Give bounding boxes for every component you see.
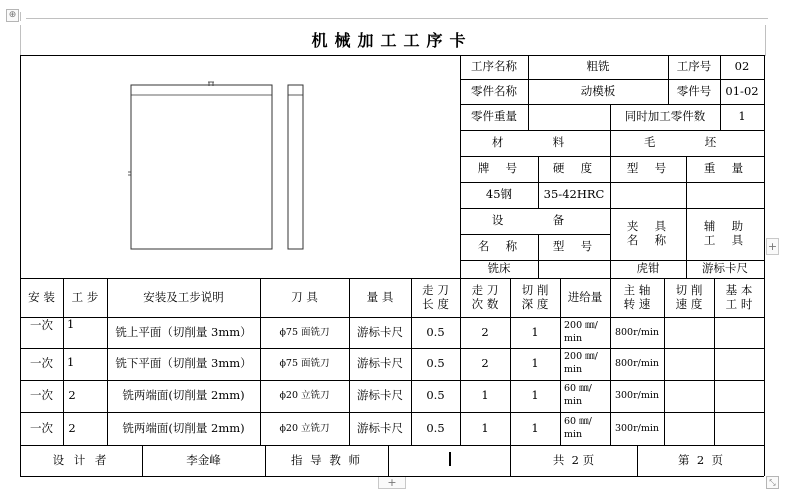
row-description: 铣上平面（切削量 3mm）: [115, 324, 252, 339]
col-header-cutting-speed: 切 削 速 度: [675, 282, 703, 311]
equipment-name-label: 名 称: [477, 239, 521, 254]
col-header-pass-count: 走 刀 次 数: [471, 282, 499, 311]
row-pass-length: 0.5: [426, 356, 445, 371]
col-header-tool: 刀 具: [291, 289, 318, 304]
material-hardness-value: 35-42HRC: [543, 187, 605, 202]
col-header-gauge: 量 具: [366, 289, 394, 304]
material-grade-label: 牌 号: [477, 161, 521, 176]
blank-type-value: [610, 182, 686, 208]
row-step: 1: [67, 317, 75, 331]
process-name-label: 工序名称: [471, 59, 517, 74]
equipment-name-value: 铣床: [487, 261, 511, 276]
blank-header: 毛 坯: [643, 135, 731, 150]
row-description: 铣两端面(切削量 2mm): [122, 388, 245, 403]
row-feed: 60 ㎜/ min: [564, 415, 592, 440]
row-feed: 200 ㎜/ min: [564, 319, 598, 344]
col-header-spindle-speed: 主 轴 转 速: [623, 282, 651, 311]
material-header: 材 料: [491, 135, 579, 150]
row-spindle-speed: 800r/min: [614, 358, 660, 370]
row-gauge: 游标卡尺: [357, 356, 403, 371]
simultaneous-parts-value: 1: [738, 109, 746, 124]
fixture-name-label: 夹 具 名 称: [626, 219, 670, 247]
row-cut-depth: 1: [531, 420, 539, 435]
page-margin-guide-top: [26, 18, 768, 19]
row-install: 一次: [30, 420, 53, 435]
row-spindle-speed: 300r/min: [614, 390, 660, 402]
row-cut-depth: 1: [531, 324, 539, 339]
part-name-label: 零件名称: [471, 83, 517, 98]
row-pass-count: 2: [481, 356, 489, 371]
col-header-cut-depth: 切 削 深 度: [521, 282, 549, 311]
row-spindle-speed: 300r/min: [614, 422, 660, 434]
row-pass-length: 0.5: [426, 420, 445, 435]
row-cutting-speed: [664, 412, 714, 445]
equipment-model-value: [538, 260, 610, 278]
row-pass-count: 2: [481, 324, 489, 339]
blank-type-label: 型 号: [626, 161, 670, 176]
row-step: 2: [68, 388, 76, 403]
row-description: 铣两端面(切削量 2mm): [122, 420, 245, 435]
advisor-label: 指 导 教 师: [291, 452, 362, 467]
text-cursor: [449, 452, 451, 466]
row-cut-depth: 1: [531, 356, 539, 371]
row-install: 一次: [30, 317, 53, 332]
material-hardness-label: 硬 度: [552, 161, 596, 176]
row-feed: 200 ㎜/ min: [564, 351, 598, 375]
row-gauge: 游标卡尺: [357, 420, 403, 435]
row-gauge: 游标卡尺: [357, 388, 403, 403]
row-basic-time: [714, 317, 764, 348]
row-cut-depth: 1: [531, 388, 539, 403]
part-name-value: 动模板: [580, 83, 616, 98]
table-resize-handle[interactable]: ⤡: [766, 476, 779, 489]
col-header-feed: 进给量: [567, 289, 603, 304]
page-number: 第 2 页: [678, 452, 723, 467]
row-install: 一次: [30, 356, 53, 371]
row-pass-count: 1: [481, 388, 489, 403]
row-tool: ϕ20 立铣刀: [279, 422, 330, 434]
designer-label: 设 计 者: [52, 452, 110, 467]
table-move-handle[interactable]: ⊕: [6, 9, 19, 22]
row-tool: ϕ75 面铣刀: [279, 358, 330, 370]
add-column-button[interactable]: +: [767, 240, 778, 253]
page-margin-guide-left: [20, 12, 21, 21]
process-no-value: 02: [734, 59, 750, 74]
row-basic-time: [714, 348, 764, 380]
col-header-basic-time: 基 本 工 时: [725, 282, 753, 311]
blank-weight-label: 重 量: [703, 161, 747, 176]
row-pass-count: 1: [481, 420, 489, 435]
process-no-label: 工序号: [676, 59, 712, 74]
part-no-label: 零件号: [676, 83, 712, 98]
add-row-button[interactable]: +: [378, 476, 406, 489]
front-view-outline: [131, 85, 272, 249]
row-step: 2: [68, 420, 76, 435]
row-cutting-speed: [664, 348, 714, 380]
row-gauge: 游标卡尺: [357, 324, 403, 339]
designer-value: 李金峰: [186, 452, 221, 467]
blank-weight-value: [686, 182, 764, 208]
process-name-value: 粗铣: [586, 59, 610, 74]
row-pass-length: 0.5: [426, 324, 445, 339]
card-title: 机械加工工序卡: [311, 30, 473, 50]
aux-tool-value: 游标卡尺: [702, 261, 748, 276]
row-step: 1: [67, 355, 75, 369]
col-header-step: 工 步: [71, 289, 99, 304]
simultaneous-parts-label: 同时加工零件数: [624, 109, 706, 124]
equipment-model-label: 型 号: [552, 239, 596, 254]
row-basic-time: [714, 380, 764, 412]
row-description: 铣下平面（切削量 3mm）: [115, 356, 252, 371]
row-tool: ϕ20 立铣刀: [279, 390, 330, 402]
aux-tool-label: 辅 助 工 具: [703, 219, 747, 247]
row-tool: ϕ75 面铣刀: [279, 326, 330, 338]
row-cutting-speed: [664, 317, 714, 348]
part-no-value: 01-02: [725, 83, 759, 98]
row-basic-time: [714, 412, 764, 445]
col-header-pass-length: 走 刀 长 度: [422, 282, 449, 311]
col-header-install: 安 装: [28, 289, 55, 304]
fixture-value: 虎钳: [636, 261, 660, 276]
row-spindle-speed: 800r/min: [614, 326, 660, 338]
side-view-outline: [288, 85, 303, 249]
row-install: 一次: [30, 388, 53, 403]
col-header-description: 安装及工步说明: [143, 289, 224, 304]
total-pages: 共 2 页: [552, 452, 595, 467]
part-weight-value: [528, 104, 610, 130]
part-drawing: [125, 80, 315, 255]
row-pass-length: 0.5: [426, 388, 445, 403]
part-weight-label: 零件重量: [471, 109, 517, 124]
row-cutting-speed: [664, 380, 714, 412]
material-grade-value: 45钢: [485, 187, 513, 202]
equipment-header: 设 备: [491, 213, 579, 228]
row-feed: 60 ㎜/ min: [564, 383, 592, 407]
